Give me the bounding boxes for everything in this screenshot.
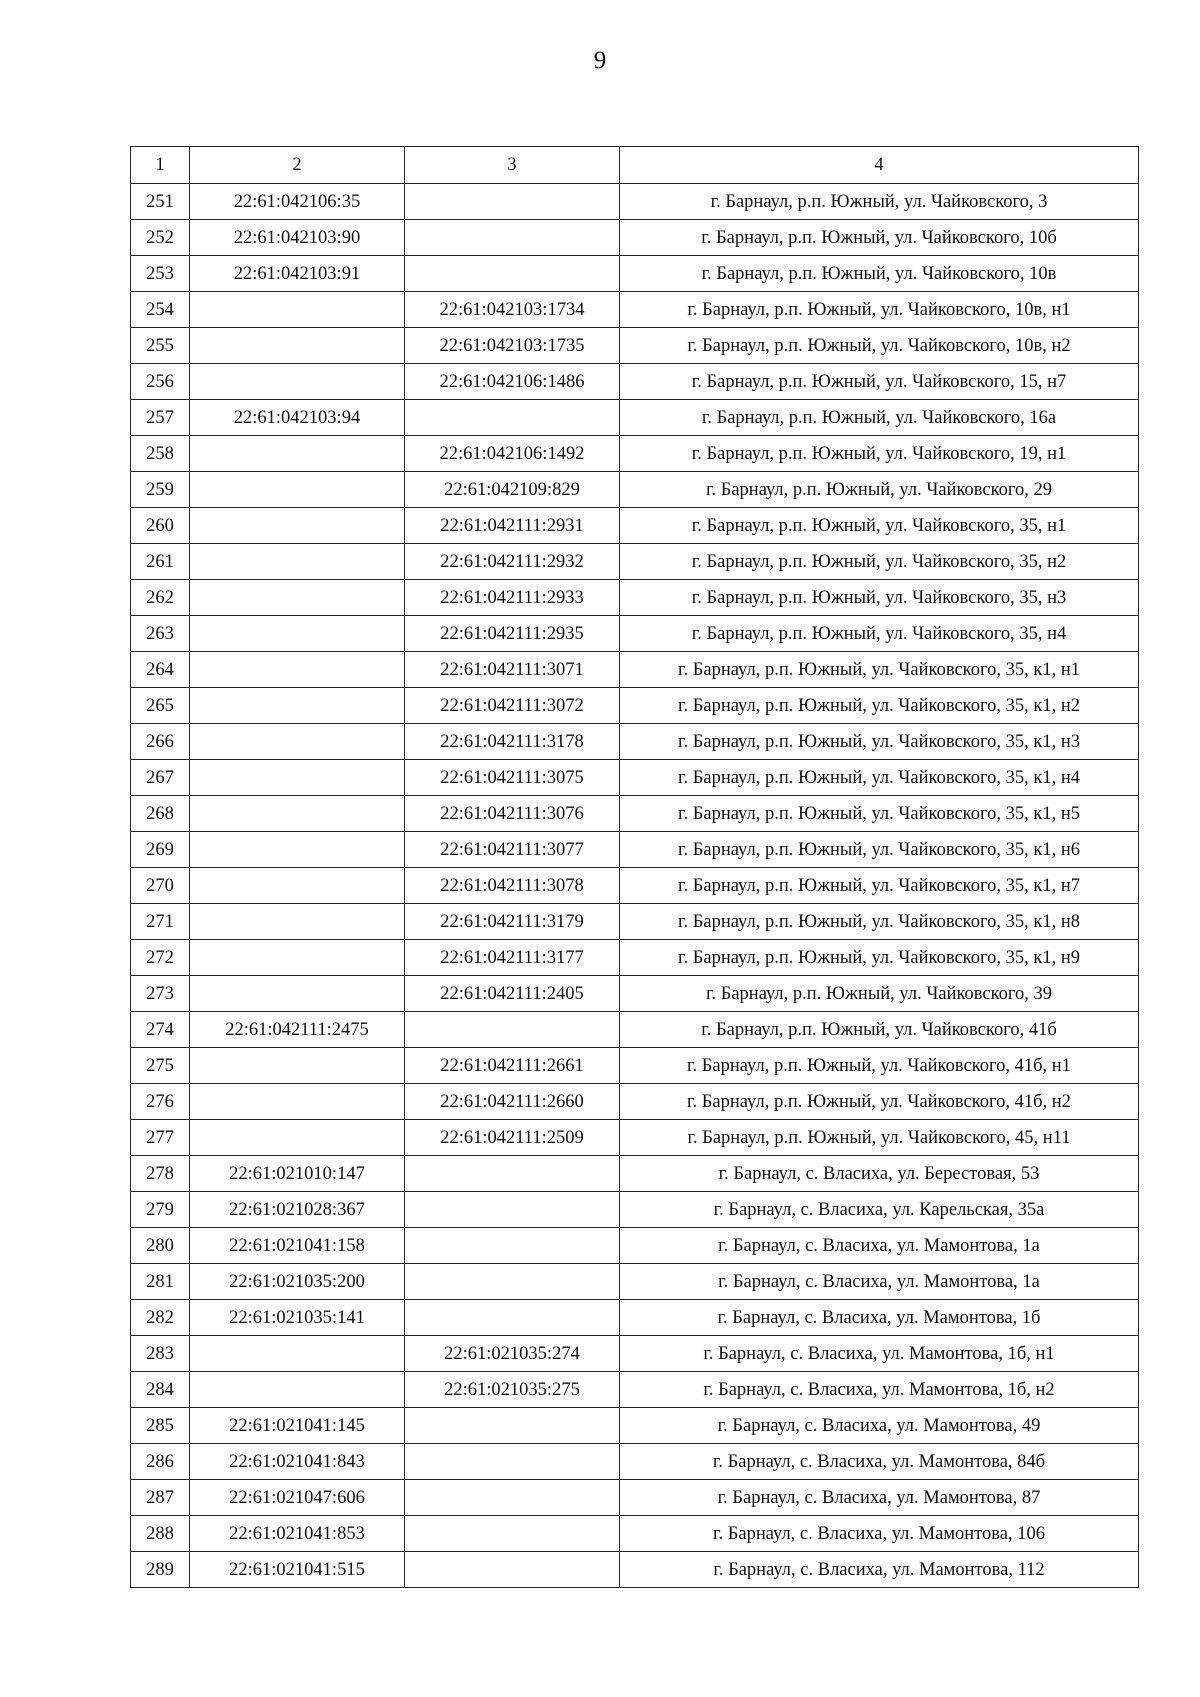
building-number-cell: 22:61:042111:3178 [405, 724, 620, 760]
land-plot-number-cell [190, 544, 405, 580]
address-cell: г. Барнаул, р.п. Южный, ул. Чайковского, 35, к1, н5 [620, 796, 1139, 832]
row-number-cell: 265 [131, 688, 190, 724]
address-cell: г. Барнаул, р.п. Южный, ул. Чайковского, 35, к1, н6 [620, 832, 1139, 868]
address-cell: г. Барнаул, с. Власиха, ул. Мамонтова, 1а [620, 1228, 1139, 1264]
row-number-cell: 258 [131, 436, 190, 472]
table-body [131, 184, 1139, 1588]
address-cell: г. Барнаул, р.п. Южный, ул. Чайковского, 41б, н1 [620, 1048, 1139, 1084]
land-plot-number-cell: 22:61:021041:158 [190, 1228, 405, 1264]
address-cell: г. Барнаул, р.п. Южный, ул. Чайковского, 10б [620, 220, 1139, 256]
address-cell: г. Барнаул, р.п. Южный, ул. Чайковского, 35, к1, н3 [620, 724, 1139, 760]
land-plot-number-cell: 22:61:021035:200 [190, 1264, 405, 1300]
row-number-cell: 274 [131, 1012, 190, 1048]
building-number-cell [405, 220, 620, 256]
table-row [131, 220, 1139, 256]
table-row [131, 436, 1139, 472]
row-number-cell: 256 [131, 364, 190, 400]
building-number-cell: 22:61:021035:274 [405, 1336, 620, 1372]
table-row [131, 1192, 1139, 1228]
address-cell: г. Барнаул, с. Власиха, ул. Берестовая, 53 [620, 1156, 1139, 1192]
table-row [131, 1156, 1139, 1192]
building-number-cell [405, 1408, 620, 1444]
table-row [131, 1516, 1139, 1552]
table-row [131, 688, 1139, 724]
land-plot-number-cell [190, 724, 405, 760]
land-plot-number-cell [190, 688, 405, 724]
address-cell: г. Барнаул, р.п. Южный, ул. Чайковского, 16а [620, 400, 1139, 436]
land-plot-number-cell [190, 940, 405, 976]
building-number-cell [405, 1264, 620, 1300]
building-number-cell: 22:61:042111:2932 [405, 544, 620, 580]
building-number-cell [405, 1012, 620, 1048]
address-cell: г. Барнаул, с. Власиха, ул. Мамонтова, 84б [620, 1444, 1139, 1480]
table-row [131, 796, 1139, 832]
table-row [131, 256, 1139, 292]
building-number-cell: 22:61:042111:2661 [405, 1048, 620, 1084]
building-number-cell: 22:61:042111:3077 [405, 832, 620, 868]
column-header-1: 1 [131, 147, 190, 184]
address-cell: г. Барнаул, с. Власиха, ул. Мамонтова, 1а [620, 1264, 1139, 1300]
land-plot-number-cell [190, 1336, 405, 1372]
address-cell: г. Барнаул, р.п. Южный, ул. Чайковского, 10в, н2 [620, 328, 1139, 364]
land-plot-number-cell: 22:61:042103:90 [190, 220, 405, 256]
land-plot-number-cell [190, 1084, 405, 1120]
address-cell: г. Барнаул, р.п. Южный, ул. Чайковского, 41б [620, 1012, 1139, 1048]
address-cell: г. Барнаул, с. Власиха, ул. Мамонтова, 112 [620, 1552, 1139, 1588]
address-cell: г. Барнаул, р.п. Южный, ул. Чайковского, 35, к1, н8 [620, 904, 1139, 940]
building-number-cell [405, 1516, 620, 1552]
land-plot-number-cell: 22:61:021035:141 [190, 1300, 405, 1336]
table-row [131, 580, 1139, 616]
row-number-cell: 272 [131, 940, 190, 976]
land-plot-number-cell: 22:61:021010:147 [190, 1156, 405, 1192]
header-row [131, 147, 1139, 184]
table-row [131, 400, 1139, 436]
building-number-cell: 22:61:042111:2509 [405, 1120, 620, 1156]
table-row [131, 616, 1139, 652]
building-number-cell [405, 1228, 620, 1264]
land-plot-number-cell: 22:61:021041:843 [190, 1444, 405, 1480]
row-number-cell: 254 [131, 292, 190, 328]
address-cell: г. Барнаул, р.п. Южный, ул. Чайковского, 35, к1, н1 [620, 652, 1139, 688]
table-row [131, 472, 1139, 508]
land-plot-number-cell: 22:61:021041:145 [190, 1408, 405, 1444]
row-number-cell: 281 [131, 1264, 190, 1300]
land-plot-number-cell [190, 760, 405, 796]
address-cell: г. Барнаул, р.п. Южный, ул. Чайковского, 35, к1, н7 [620, 868, 1139, 904]
row-number-cell: 251 [131, 184, 190, 220]
table-row [131, 724, 1139, 760]
address-cell: г. Барнаул, с. Власиха, ул. Мамонтова, 1б, н2 [620, 1372, 1139, 1408]
address-cell: г. Барнаул, р.п. Южный, ул. Чайковского, 35, к1, н9 [620, 940, 1139, 976]
address-cell: г. Барнаул, с. Власиха, ул. Мамонтова, 1б, н1 [620, 1336, 1139, 1372]
row-number-cell: 283 [131, 1336, 190, 1372]
row-number-cell: 268 [131, 796, 190, 832]
table-row [131, 1084, 1139, 1120]
table-row [131, 364, 1139, 400]
table-row [131, 760, 1139, 796]
building-number-cell: 22:61:042111:3075 [405, 760, 620, 796]
land-plot-number-cell [190, 616, 405, 652]
table-row [131, 1300, 1139, 1336]
land-plot-number-cell [190, 472, 405, 508]
building-number-cell [405, 1480, 620, 1516]
land-plot-number-cell [190, 1372, 405, 1408]
row-number-cell: 263 [131, 616, 190, 652]
building-number-cell: 22:61:042111:3071 [405, 652, 620, 688]
building-number-cell: 22:61:042106:1492 [405, 436, 620, 472]
address-cell: г. Барнаул, р.п. Южный, ул. Чайковского, 35, к1, н4 [620, 760, 1139, 796]
address-cell: г. Барнаул, р.п. Южный, ул. Чайковского, 35, н2 [620, 544, 1139, 580]
land-plot-number-cell [190, 292, 405, 328]
row-number-cell: 270 [131, 868, 190, 904]
table-row [131, 1120, 1139, 1156]
building-number-cell [405, 1192, 620, 1228]
land-plot-number-cell [190, 1120, 405, 1156]
row-number-cell: 264 [131, 652, 190, 688]
row-number-cell: 279 [131, 1192, 190, 1228]
row-number-cell: 261 [131, 544, 190, 580]
land-plot-number-cell: 22:61:021047:606 [190, 1480, 405, 1516]
land-plot-number-cell [190, 832, 405, 868]
address-cell: г. Барнаул, с. Власиха, ул. Мамонтова, 49 [620, 1408, 1139, 1444]
address-cell: г. Барнаул, р.п. Южный, ул. Чайковского, 3 [620, 184, 1139, 220]
row-number-cell: 262 [131, 580, 190, 616]
table-row [131, 1012, 1139, 1048]
building-number-cell [405, 400, 620, 436]
table-row [131, 184, 1139, 220]
address-cell: г. Барнаул, р.п. Южный, ул. Чайковского, 35, к1, н2 [620, 688, 1139, 724]
land-plot-number-cell [190, 652, 405, 688]
land-plot-number-cell [190, 508, 405, 544]
address-cell: г. Барнаул, р.п. Южный, ул. Чайковского, 35, н4 [620, 616, 1139, 652]
land-plot-number-cell: 22:61:042106:35 [190, 184, 405, 220]
row-number-cell: 257 [131, 400, 190, 436]
building-number-cell: 22:61:042111:3072 [405, 688, 620, 724]
table-row [131, 508, 1139, 544]
row-number-cell: 252 [131, 220, 190, 256]
building-number-cell: 22:61:042106:1486 [405, 364, 620, 400]
address-cell: г. Барнаул, р.п. Южный, ул. Чайковского, 10в [620, 256, 1139, 292]
table-row [131, 904, 1139, 940]
land-plot-number-cell: 22:61:042103:94 [190, 400, 405, 436]
land-plot-number-cell [190, 904, 405, 940]
row-number-cell: 267 [131, 760, 190, 796]
land-plot-number-cell: 22:61:021028:367 [190, 1192, 405, 1228]
table-row [131, 1264, 1139, 1300]
building-number-cell [405, 1156, 620, 1192]
column-header-2: 2 [190, 147, 405, 184]
address-cell: г. Барнаул, р.п. Южный, ул. Чайковского, 39 [620, 976, 1139, 1012]
address-cell: г. Барнаул, р.п. Южный, ул. Чайковского, 19, н1 [620, 436, 1139, 472]
building-number-cell [405, 1552, 620, 1588]
land-plot-number-cell: 22:61:021041:853 [190, 1516, 405, 1552]
row-number-cell: 276 [131, 1084, 190, 1120]
row-number-cell: 287 [131, 1480, 190, 1516]
column-header-4: 4 [620, 147, 1139, 184]
building-number-cell: 22:61:042111:3078 [405, 868, 620, 904]
table-row [131, 1048, 1139, 1084]
row-number-cell: 282 [131, 1300, 190, 1336]
building-number-cell: 22:61:042111:2933 [405, 580, 620, 616]
building-number-cell: 22:61:042111:2405 [405, 976, 620, 1012]
cadastral-table [130, 146, 1139, 1588]
row-number-cell: 266 [131, 724, 190, 760]
building-number-cell [405, 256, 620, 292]
building-number-cell [405, 1300, 620, 1336]
building-number-cell: 22:61:042103:1735 [405, 328, 620, 364]
table-row [131, 292, 1139, 328]
land-plot-number-cell [190, 796, 405, 832]
row-number-cell: 271 [131, 904, 190, 940]
column-header-3: 3 [405, 147, 620, 184]
table-row [131, 652, 1139, 688]
land-plot-number-cell [190, 328, 405, 364]
address-cell: г. Барнаул, р.п. Южный, ул. Чайковского, 35, н3 [620, 580, 1139, 616]
table-row [131, 1444, 1139, 1480]
building-number-cell [405, 1444, 620, 1480]
table-row [131, 544, 1139, 580]
row-number-cell: 278 [131, 1156, 190, 1192]
address-cell: г. Барнаул, р.п. Южный, ул. Чайковского, 41б, н2 [620, 1084, 1139, 1120]
address-cell: г. Барнаул, с. Власиха, ул. Мамонтова, 106 [620, 1516, 1139, 1552]
table-row [131, 868, 1139, 904]
building-number-cell: 22:61:042111:3179 [405, 904, 620, 940]
building-number-cell: 22:61:042111:2935 [405, 616, 620, 652]
land-plot-number-cell [190, 1048, 405, 1084]
table-row [131, 1480, 1139, 1516]
row-number-cell: 286 [131, 1444, 190, 1480]
table-row [131, 1552, 1139, 1588]
table-row [131, 940, 1139, 976]
land-plot-number-cell [190, 580, 405, 616]
building-number-cell: 22:61:042103:1734 [405, 292, 620, 328]
page-number: 9 [593, 47, 607, 74]
address-cell: г. Барнаул, р.п. Южный, ул. Чайковского, 15, н7 [620, 364, 1139, 400]
land-plot-number-cell: 22:61:042111:2475 [190, 1012, 405, 1048]
row-number-cell: 259 [131, 472, 190, 508]
address-cell: г. Барнаул, р.п. Южный, ул. Чайковского, 35, н1 [620, 508, 1139, 544]
address-cell: г. Барнаул, р.п. Южный, ул. Чайковского, 45, н11 [620, 1120, 1139, 1156]
land-plot-number-cell [190, 364, 405, 400]
row-number-cell: 277 [131, 1120, 190, 1156]
table-row [131, 328, 1139, 364]
land-plot-number-cell [190, 976, 405, 1012]
table-row [131, 1336, 1139, 1372]
land-plot-number-cell: 22:61:042103:91 [190, 256, 405, 292]
table-row [131, 832, 1139, 868]
table-header [131, 147, 1139, 184]
row-number-cell: 275 [131, 1048, 190, 1084]
address-cell: г. Барнаул, с. Власиха, ул. Мамонтова, 1б [620, 1300, 1139, 1336]
building-number-cell: 22:61:042111:2660 [405, 1084, 620, 1120]
land-plot-number-cell [190, 868, 405, 904]
address-cell: г. Барнаул, с. Власиха, ул. Карельская, 35а [620, 1192, 1139, 1228]
row-number-cell: 260 [131, 508, 190, 544]
address-cell: г. Барнаул, р.п. Южный, ул. Чайковского, 29 [620, 472, 1139, 508]
building-number-cell: 22:61:042111:2931 [405, 508, 620, 544]
land-plot-number-cell [190, 436, 405, 472]
building-number-cell: 22:61:042109:829 [405, 472, 620, 508]
row-number-cell: 273 [131, 976, 190, 1012]
row-number-cell: 255 [131, 328, 190, 364]
building-number-cell [405, 184, 620, 220]
table-row [131, 1228, 1139, 1264]
row-number-cell: 269 [131, 832, 190, 868]
row-number-cell: 289 [131, 1552, 190, 1588]
row-number-cell: 253 [131, 256, 190, 292]
row-number-cell: 285 [131, 1408, 190, 1444]
building-number-cell: 22:61:042111:3076 [405, 796, 620, 832]
row-number-cell: 288 [131, 1516, 190, 1552]
table-row [131, 1372, 1139, 1408]
address-cell: г. Барнаул, с. Власиха, ул. Мамонтова, 87 [620, 1480, 1139, 1516]
table-row [131, 976, 1139, 1012]
building-number-cell: 22:61:042111:3177 [405, 940, 620, 976]
row-number-cell: 280 [131, 1228, 190, 1264]
row-number-cell: 284 [131, 1372, 190, 1408]
address-cell: г. Барнаул, р.п. Южный, ул. Чайковского, 10в, н1 [620, 292, 1139, 328]
table-row [131, 1408, 1139, 1444]
building-number-cell: 22:61:021035:275 [405, 1372, 620, 1408]
land-plot-number-cell: 22:61:021041:515 [190, 1552, 405, 1588]
